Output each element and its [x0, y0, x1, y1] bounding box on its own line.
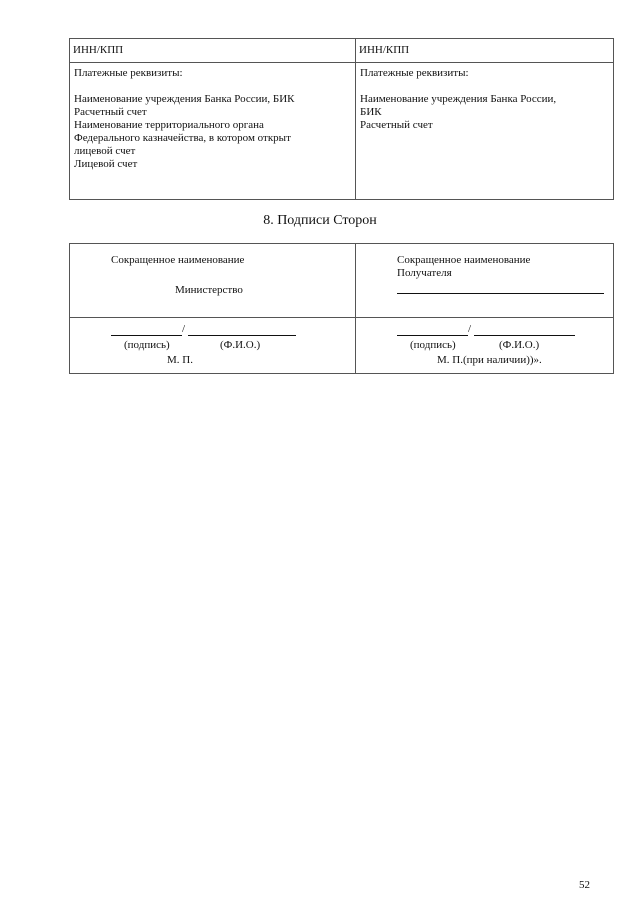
- right-inn-label: ИНН/КПП: [359, 44, 410, 56]
- signature-line: [111, 335, 182, 336]
- fio-line: [188, 335, 296, 336]
- left-payment-line: лицевой счет: [74, 145, 136, 157]
- right-payment-line: БИК: [360, 106, 382, 118]
- recipient-name-line: [397, 293, 604, 294]
- right-payment-line: Расчетный счет: [360, 119, 433, 131]
- left-payment-cell: [70, 63, 356, 200]
- right-name-cell: [356, 244, 614, 318]
- left-payment-line: Наименование учреждения Банка России, БИК: [74, 93, 295, 105]
- fio-line: [474, 335, 575, 336]
- fio-label: (Ф.И.О.): [499, 339, 540, 351]
- signature-slash: /: [468, 323, 472, 335]
- left-payment-line: Лицевой счет: [74, 158, 138, 170]
- left-inn-cell: [70, 39, 356, 63]
- signature-line: [397, 335, 468, 336]
- right-signature-cell: [356, 318, 614, 374]
- stamp-label: М. П.: [167, 354, 193, 366]
- right-payment-line: Наименование учреждения Банка России,: [360, 93, 557, 105]
- stamp-label: М. П.(при наличии))».: [437, 354, 542, 366]
- right-payment-title: Платежные реквизиты:: [360, 67, 469, 79]
- left-organization: Министерство: [175, 284, 243, 296]
- right-short-name: Сокращенное наименование: [397, 254, 531, 266]
- right-payment-cell: [356, 63, 614, 200]
- signature-label: (подпись): [410, 339, 456, 351]
- right-organization: Получателя: [397, 267, 452, 279]
- left-signature-cell: [70, 318, 356, 374]
- signature-label: (подпись): [124, 339, 170, 351]
- left-payment-title: Платежные реквизиты:: [74, 67, 183, 79]
- left-payment-line: Федерального казначейства, в котором открыт: [74, 132, 291, 144]
- left-short-name: Сокращенное наименование: [111, 254, 245, 266]
- left-payment-line: Расчетный счет: [74, 106, 147, 118]
- requisites-table: [69, 38, 614, 200]
- signatures-table: [69, 243, 614, 374]
- left-name-cell: [70, 244, 356, 318]
- signature-slash: /: [182, 323, 186, 335]
- page-number: 52: [579, 879, 590, 891]
- left-inn-label: ИНН/КПП: [73, 44, 124, 56]
- right-inn-cell: [356, 39, 614, 63]
- left-payment-line: Наименование территориального органа: [74, 119, 264, 131]
- fio-label: (Ф.И.О.): [220, 339, 261, 351]
- section-title: 8. Подписи Сторон: [263, 213, 377, 228]
